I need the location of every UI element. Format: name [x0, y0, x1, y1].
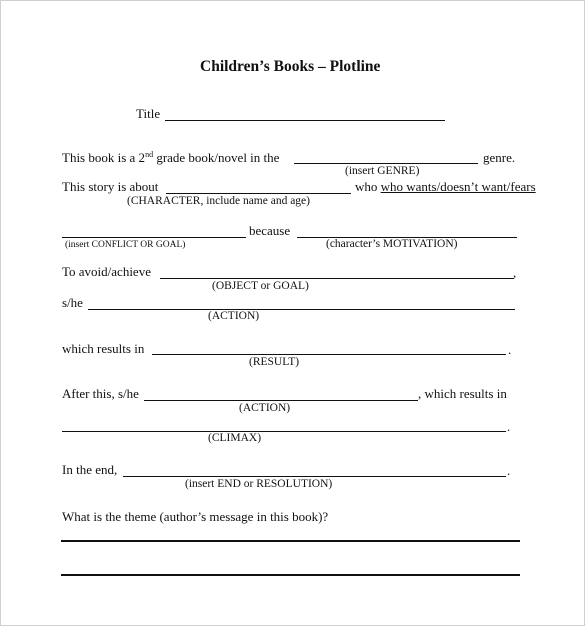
title-label: Title: [136, 106, 161, 121]
wants-text: who who wants/doesn’t want/fears: [355, 179, 536, 194]
in-the-end-label: In the end,: [62, 462, 118, 477]
climax-period: .: [507, 419, 511, 434]
conflict-blank[interactable]: [62, 237, 246, 238]
resolution-blank[interactable]: [123, 476, 506, 477]
results-in-label: which results in: [62, 341, 145, 356]
theme-answer-line-1[interactable]: [61, 540, 520, 542]
result-hint: (RESULT): [249, 356, 300, 368]
object-blank[interactable]: [160, 278, 514, 279]
avoid-label: To avoid/achieve: [62, 264, 151, 279]
end-hint: (insert END or RESOLUTION): [185, 478, 333, 490]
action-hint-2: (ACTION): [239, 402, 291, 414]
resolution-period: .: [507, 463, 511, 478]
character-blank[interactable]: [166, 193, 351, 194]
character-hint: (CHARACTER, include name and age): [127, 195, 310, 207]
result-period: .: [508, 342, 512, 357]
action-blank-2[interactable]: [144, 400, 418, 401]
conflict-hint: (insert CONFLICT OR GOAL): [65, 240, 186, 250]
climax-blank[interactable]: [62, 431, 506, 432]
which-results-text: , which results in: [418, 386, 507, 401]
climax-hint: (CLIMAX): [208, 432, 262, 444]
object-hint: (OBJECT or GOAL): [212, 280, 309, 292]
she-label: s/he: [62, 295, 83, 310]
genre-end-text: genre.: [483, 150, 516, 165]
page-title: Children’s Books – Plotline: [200, 58, 381, 75]
genre-hint: (insert GENRE): [345, 165, 420, 177]
action-blank-1[interactable]: [88, 309, 515, 310]
theme-question: What is the theme (author’s message in this book)?: [62, 509, 329, 524]
grade-sentence: This book is a 2nd grade book/novel in the: [62, 150, 280, 165]
title-blank[interactable]: [165, 120, 445, 121]
motivation-hint: (character’s MOTIVATION): [326, 238, 458, 250]
theme-answer-line-2[interactable]: [61, 574, 520, 576]
because-label: because: [249, 223, 291, 238]
story-label: This story is about: [62, 179, 159, 194]
result-blank[interactable]: [152, 354, 506, 355]
after-this-label: After this, s/he: [62, 386, 139, 401]
avoid-comma: ,: [513, 265, 517, 280]
action-hint-1: (ACTION): [208, 310, 260, 322]
genre-blank[interactable]: [294, 163, 478, 164]
